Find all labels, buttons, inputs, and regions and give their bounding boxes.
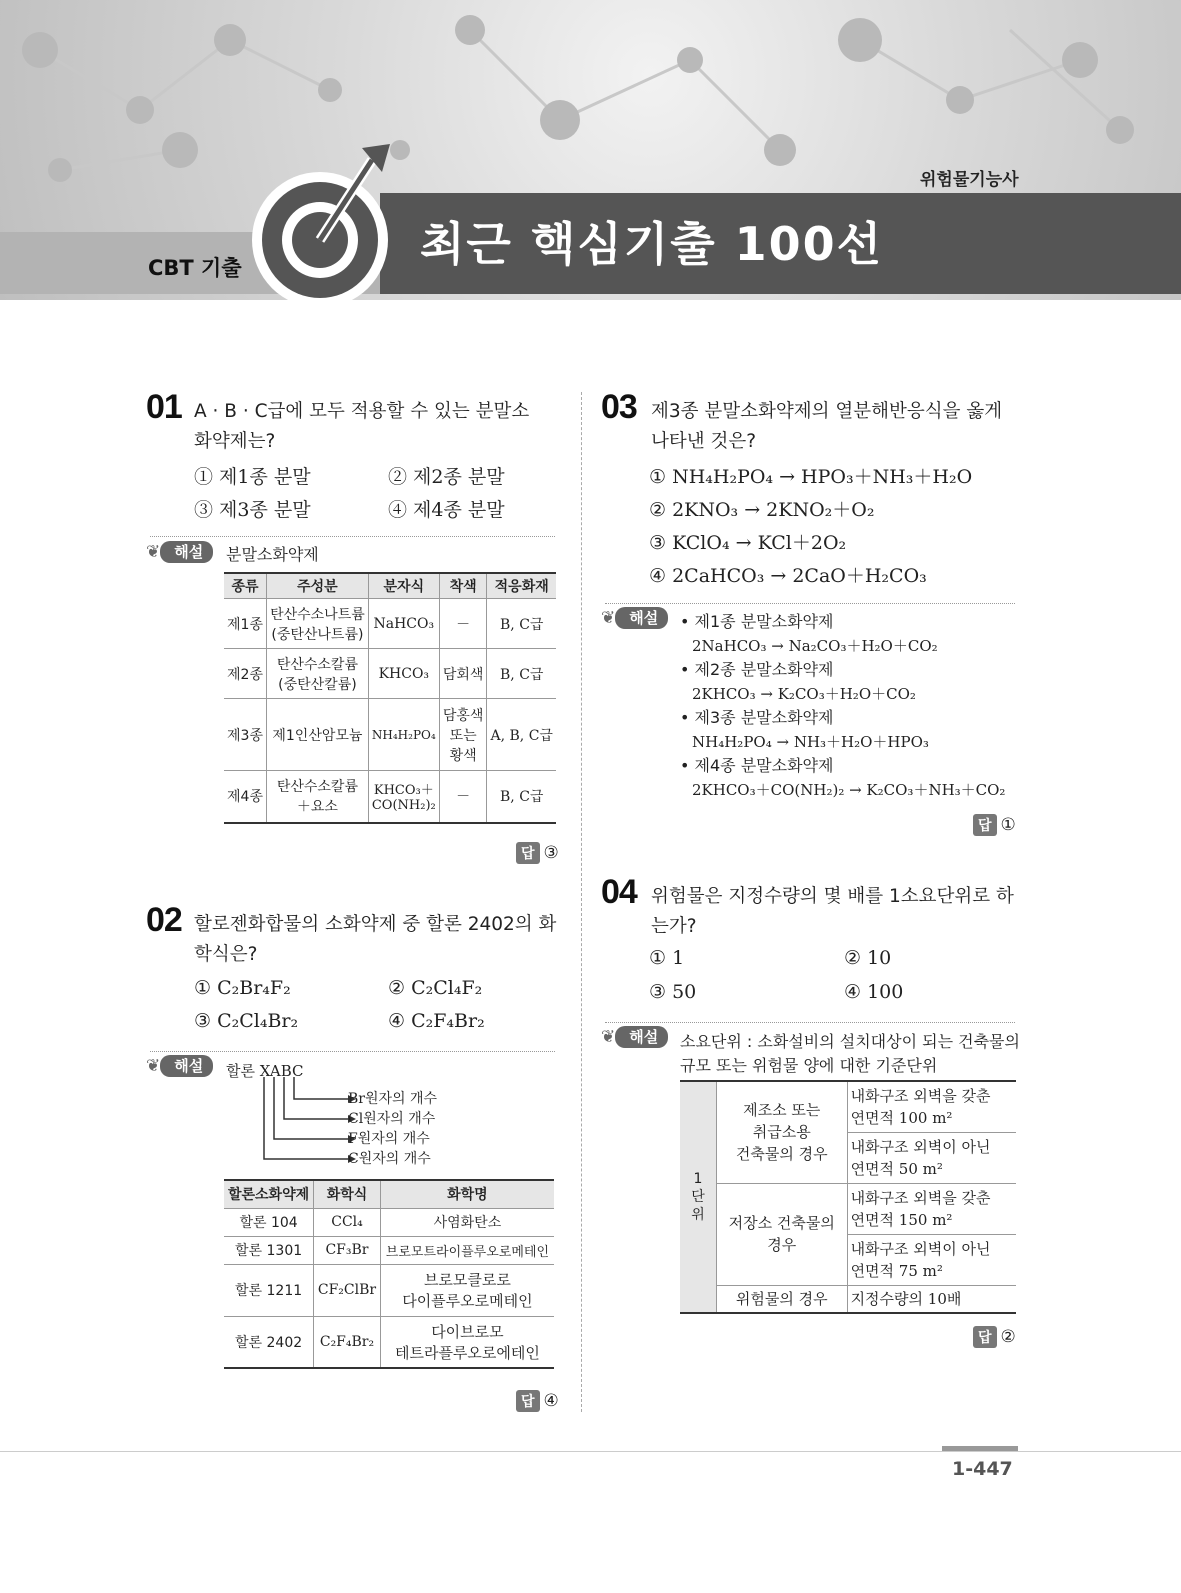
answer: [973, 1326, 1016, 1348]
table-cell: KHCO₃＋ CO(NH₂)₂: [368, 771, 439, 823]
choice-1: ① C₂Br₄F₂: [194, 977, 291, 999]
explanation-line: 소요단위 : 소화설비의 설치대상이 되는 건축물의: [680, 1032, 1020, 1051]
halon-table: [224, 1179, 554, 1369]
table-cell: C₂F₄Br₂: [314, 1316, 381, 1368]
explanation-line: 규모 또는 위험물 양에 대한 기준단위: [680, 1056, 938, 1075]
answer-label: 답: [516, 1390, 540, 1412]
choice-3: ③ 제3종 분말: [194, 499, 311, 521]
table-cell: 다이브로모 테트라플루오로에테인: [380, 1316, 554, 1368]
table-cell: 할론 2402: [224, 1316, 314, 1368]
question-number: 04: [601, 873, 637, 911]
book-title: 위험물기능사: [920, 170, 1019, 190]
halon-diagram-labels: [348, 1089, 437, 1169]
choice-3: ③ 50: [649, 981, 697, 1003]
table-cell: 내화구조 외벽을 갖춘 연면적 150 m²: [847, 1183, 1016, 1234]
badge-label: 해설: [615, 1026, 668, 1048]
table-cell: －: [439, 771, 487, 823]
question-text-line: 화약제는?: [194, 431, 276, 452]
table-cell: 제2종: [224, 649, 267, 699]
table-cell: 할론 104: [224, 1208, 314, 1236]
table-cell: －: [439, 599, 487, 649]
diagram-title: 할론 XABC: [226, 1062, 304, 1080]
table-header: 화학명: [380, 1180, 554, 1208]
table-cell: 1 단 위: [680, 1081, 717, 1313]
question-number: 02: [146, 901, 182, 939]
table-cell: 사염화탄소: [380, 1208, 554, 1236]
choice-1: ① 제1종 분말: [194, 466, 311, 488]
question-text-line: 나타낸 것은?: [651, 431, 757, 452]
explanation-title: 분말소화약제: [226, 545, 319, 564]
table-cell: NH₄H₂PO₄: [368, 699, 439, 771]
table-cell: 브로모클로로 다이플루오로메테인: [380, 1264, 554, 1316]
answer-label: 답: [973, 1326, 997, 1348]
page-title: 최근 핵심기출 100선: [420, 217, 884, 271]
table-header: 분자식: [368, 573, 439, 599]
explanation-line: • 제3종 분말소화약제: [680, 708, 834, 727]
answer: [516, 842, 559, 864]
divider: [605, 1022, 1015, 1023]
halon-diagram-lines: [260, 1077, 360, 1169]
answer-value: ①: [1000, 815, 1016, 835]
choice-3: ③ C₂Cl₄Br₂: [194, 1010, 299, 1032]
table-cell: 저장소 건축물의 경우: [717, 1183, 848, 1285]
column-divider: [581, 392, 582, 1412]
explanation-badge: [601, 607, 668, 628]
page-number: 1-447: [952, 1458, 1013, 1480]
badge-label: 해설: [615, 607, 668, 629]
question-text: [194, 910, 556, 970]
table-header: 종류: [224, 573, 267, 599]
choice-4: ④ 2CaHCO₃ → 2CaO＋H₂CO₃: [649, 565, 927, 587]
choice-4: ④ C₂F₄Br₂: [388, 1010, 485, 1032]
table-cell: B, C급: [487, 771, 556, 823]
equation: 2KHCO₃ → K₂CO₃＋H₂O＋CO₂: [692, 685, 916, 703]
question-text-line: A · B · C급에 모두 적용할 수 있는 분말소: [194, 401, 530, 422]
choice-1: ① NH₄H₂PO₄ → HPO₃＋NH₃＋H₂O: [649, 466, 973, 488]
explanation-badge: [146, 1055, 213, 1076]
choice-1: ① 1: [649, 947, 685, 969]
explanation-badge: [146, 541, 213, 562]
question-number: 03: [601, 388, 637, 426]
choice-2: ② C₂Cl₄F₂: [388, 977, 483, 999]
explanation-line: • 제4종 분말소화약제: [680, 756, 834, 775]
diagram-label: C원자의 개수: [348, 1151, 431, 1167]
answer-label: 답: [973, 814, 997, 836]
table-cell: 탄산수소칼륨 ＋요소: [267, 771, 369, 823]
table-cell: 제3종: [224, 699, 267, 771]
badge-label: 해설: [160, 541, 213, 563]
answer: [516, 1390, 559, 1412]
table-header: 적응화재: [487, 573, 556, 599]
divider: [150, 1051, 555, 1052]
table-cell: 내화구조 외벽이 아닌 연면적 75 m²: [847, 1234, 1016, 1285]
diagram-label: F원자의 개수: [348, 1131, 430, 1147]
question-text: [651, 882, 1014, 942]
table-cell: 위험물의 경우: [717, 1285, 848, 1313]
divider: [605, 603, 1015, 604]
table-header: 착색: [439, 573, 487, 599]
choice-3: ③ KClO₄ → KCl＋2O₂: [649, 532, 847, 554]
answer-value: ④: [543, 1391, 559, 1411]
leaf-icon: ❦: [601, 608, 616, 628]
question-text-line: 할로젠화합물의 소화약제 중 할론 2402의 화: [194, 914, 557, 935]
question-text-line: 제3종 분말소화약제의 열분해반응식을 옳게: [651, 401, 1003, 422]
choice-2: ② 제2종 분말: [388, 466, 505, 488]
section-label: CBT 기출: [148, 256, 242, 280]
answer: [973, 814, 1016, 836]
table-cell: 지정수량의 10배: [847, 1285, 1016, 1313]
answer-value: ③: [543, 843, 559, 863]
choice-4: ④ 제4종 분말: [388, 499, 505, 521]
table-cell: 제조소 또는 취급소용 건축물의 경우: [717, 1081, 848, 1183]
table-cell: 브로모트라이플루오로메테인: [380, 1236, 554, 1264]
table-cell: B, C급: [487, 649, 556, 699]
table-cell: 담홍색 또는 황색: [439, 699, 487, 771]
answer-value: ②: [1000, 1327, 1016, 1347]
table-cell: 탄산수소나트륨 (중탄산나트륨): [267, 599, 369, 649]
question-text-line: 는가?: [651, 916, 697, 937]
table-cell: CCl₄: [314, 1208, 381, 1236]
badge-label: 해설: [160, 1055, 213, 1077]
table-cell: 할론 1211: [224, 1264, 314, 1316]
table-cell: 내화구조 외벽을 갖춘 연면적 100 m²: [847, 1081, 1016, 1132]
unit-table: [680, 1080, 1016, 1314]
table-cell: CF₃Br: [314, 1236, 381, 1264]
answer-label: 답: [516, 842, 540, 864]
leaf-icon: ❦: [146, 542, 161, 562]
leaf-icon: ❦: [601, 1027, 616, 1047]
equation: 2NaHCO₃ → Na₂CO₃＋H₂O＋CO₂: [692, 637, 938, 655]
equation: NH₄H₂PO₄ → NH₃＋H₂O＋HPO₃: [692, 733, 929, 751]
table-cell: 제1종: [224, 599, 267, 649]
explanation-text: [680, 1030, 1020, 1078]
footer-bar: [942, 1446, 1018, 1451]
table-cell: 담회색: [439, 649, 487, 699]
explanation-badge: [601, 1026, 668, 1047]
table-cell: NaHCO₃: [368, 599, 439, 649]
question-number: 01: [146, 388, 182, 426]
target-icon: [250, 140, 410, 330]
divider: [150, 536, 555, 537]
explanation-line: • 제1종 분말소화약제: [680, 612, 834, 631]
choice-2: ② 2KNO₃ → 2KNO₂＋O₂: [649, 499, 875, 521]
question-text: [651, 397, 1002, 457]
choice-4: ④ 100: [844, 981, 904, 1003]
footer-rule: [0, 1451, 1181, 1452]
table-header: 주성분: [267, 573, 369, 599]
table-cell: B, C급: [487, 599, 556, 649]
diagram-label: Br원자의 개수: [348, 1091, 438, 1107]
leaf-icon: ❦: [146, 1056, 161, 1076]
explanation-list: [680, 610, 1005, 802]
table-cell: 제1인산암모늄: [267, 699, 369, 771]
powder-table: [224, 572, 556, 824]
table-cell: CF₂ClBr: [314, 1264, 381, 1316]
explanation-line: • 제2종 분말소화약제: [680, 660, 834, 679]
question-text: [194, 397, 529, 457]
table-cell: KHCO₃: [368, 649, 439, 699]
equation: 2KHCO₃＋CO(NH₂)₂ → K₂CO₃＋NH₃＋CO₂: [692, 781, 1006, 799]
table-cell: 내화구조 외벽이 아닌 연면적 50 m²: [847, 1132, 1016, 1183]
table-header: 할론소화약제: [224, 1180, 314, 1208]
diagram-label: Cl원자의 개수: [348, 1111, 436, 1127]
table-cell: 제4종: [224, 771, 267, 823]
table-cell: A, B, C급: [487, 699, 556, 771]
table-cell: 할론 1301: [224, 1236, 314, 1264]
choice-2: ② 10: [844, 947, 892, 969]
table-header: 화학식: [314, 1180, 381, 1208]
question-text-line: 위험물은 지정수량의 몇 배를 1소요단위로 하: [651, 886, 1014, 907]
table-cell: 탄산수소칼륨 (중탄산칼륨): [267, 649, 369, 699]
question-text-line: 학식은?: [194, 944, 258, 965]
